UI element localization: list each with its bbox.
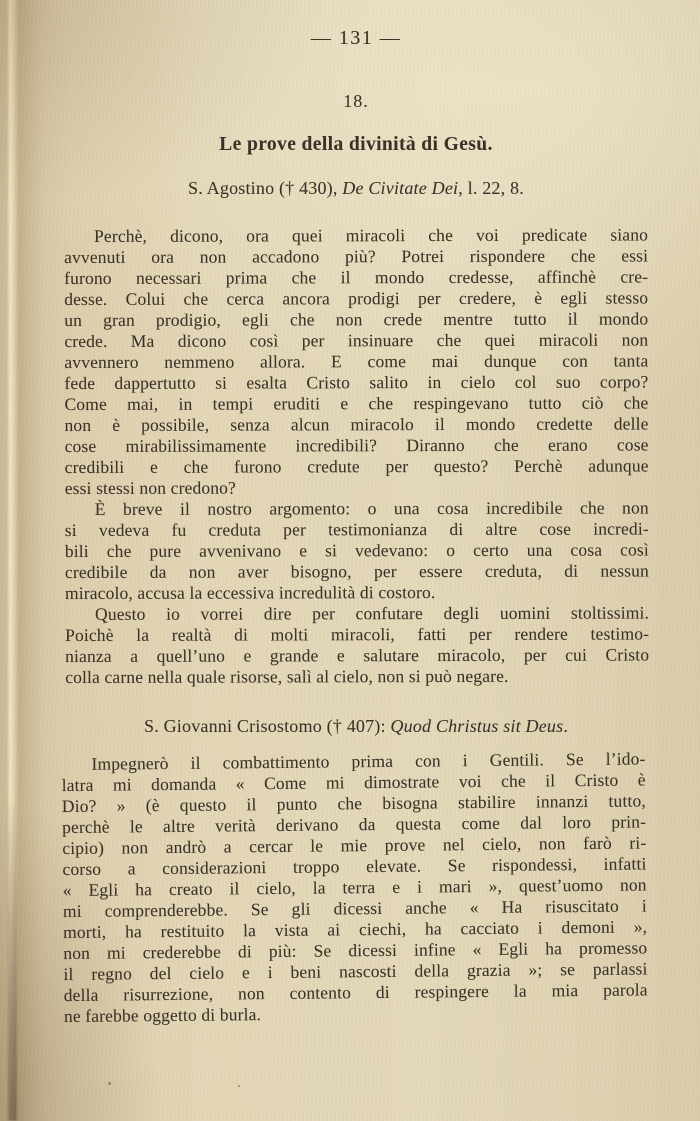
text-line: non mi crederebbe di più: Se dicessi infine « Egli ha promesso (63, 937, 648, 964)
heading-work-title: De Civitate Dei (342, 178, 459, 198)
text-line: crede. Ma dicono così per insinuare che quei miracoli non (64, 329, 649, 351)
page-content (61, 0, 650, 1121)
text-line: desse. Colui che cerca ancora prodigi per credere, è egli stesso (64, 287, 649, 309)
text-line: furono necessari prima che il mondo credesse, affinchè cre- (64, 266, 649, 288)
text-line: perchè le altre verità derivano da questa come dal loro prin- (61, 811, 647, 838)
text-line: avvenuti ora non accadono più? Potrei rispondere che essi (64, 245, 649, 267)
heading-work-title: Quod Christus sit Deus (390, 716, 564, 736)
heading-author: S. Agostino († 430), (188, 178, 343, 198)
text-line: fede dappertutto si esalta Cristo salito in cielo col suo corpo? (64, 371, 649, 393)
text-line: Impegnerò il combattimento prima con i Gentili. Se l’ido- (91, 748, 646, 774)
heading-author: , l. 22, 8. (458, 178, 524, 198)
text-line: « Egli ha creato il cielo, la terra e i mari », quest’uomo non (62, 874, 647, 901)
text-line: Dio? » (è questo il punto che bisogna stabilire innanzi tutto, (61, 790, 646, 817)
text-line: miracolo, accusa la eccessiva incredulità di costoro. (64, 582, 436, 603)
page-number: — 131 — (310, 27, 402, 49)
text-line: Questo io vorrei dire per confutare degli uomini stoltissimi. (94, 602, 650, 624)
text-line: Perchè, dicono, ora quei miracoli che voi predicate siano (93, 224, 649, 246)
text-line: morti, ha restituito la vista ai ciechi, ha cacciato i demoni », (62, 916, 648, 943)
heading-author: . (563, 716, 569, 736)
chapter-number: 18. (343, 91, 369, 111)
section-heading-crisostomo (64, 716, 648, 737)
text-line: della risurrezione, non contento di respingere la mia parola (63, 979, 648, 1006)
section-heading-agostino (64, 178, 648, 199)
text-line: mi comprenderebbe. Se gli dicessi anche « Ha risuscitato i (62, 895, 647, 922)
text-line: cose mirabilissimamente incredibili? Diranno che erano cose (64, 434, 649, 456)
text-line: bili che pure avvenivano e si vedevano: o certo una cosa così (64, 539, 649, 561)
text-line: nianza a quell’uno e grande e salutare miracolo, per cui Cristo (65, 644, 650, 666)
text-line: ne farebbe oggetto di burla. (63, 1004, 262, 1026)
text-line: colla carne nella quale risorse, salì al cielo, non si può negare. (65, 665, 509, 687)
text-line: si vedeva fu creduta per testimonianza di altre cose incredi- (64, 518, 649, 540)
text-line: credibile da non aver bisogno, per essere creduta, di nessun (64, 560, 649, 582)
chapter-title: Le prove della divinità di Gesù. (219, 134, 493, 155)
text-line: corso a considerazioni troppo elevate. Se rispondessi, infatti (62, 853, 647, 880)
text-line: Poichè la realtà di molti miracoli, fatti per rendere testimo- (65, 623, 650, 645)
section-body-agostino (64, 224, 649, 688)
text-line: Come mai, in tempi eruditi e che respingevano tutto ciò che (64, 392, 649, 414)
spine-bottom-shadow (8, 791, 17, 1121)
text-line: latra mi domanda « Come mi dimostrate voi che il Cristo è (61, 769, 646, 796)
section-body-crisostomo (61, 748, 648, 1027)
text-line: non è possibile, senza alcun miracolo il mondo credette delle (64, 413, 649, 435)
text-line: il regno del cielo e i beni nascosti della grazia »; se parlassi (63, 958, 648, 985)
text-line: cipio) non andrò a cercar le mie prove nel cielo, non farò ri- (62, 832, 647, 859)
text-line: essi stessi non credono? (64, 477, 236, 498)
text-line: un gran prodigio, egli che non crede mentre tutto il mondo (64, 308, 649, 330)
text-line: È breve il nostro argomento: o una cosa incredibile che non (94, 497, 649, 519)
heading-author: S. Giovanni Crisostomo († 407): (143, 716, 391, 736)
text-line: credibili e che furono credute per questo? Perchè adunque (64, 455, 649, 477)
text-line: avvennero nemmeno allora. E come mai dunque con tanta (64, 350, 649, 372)
